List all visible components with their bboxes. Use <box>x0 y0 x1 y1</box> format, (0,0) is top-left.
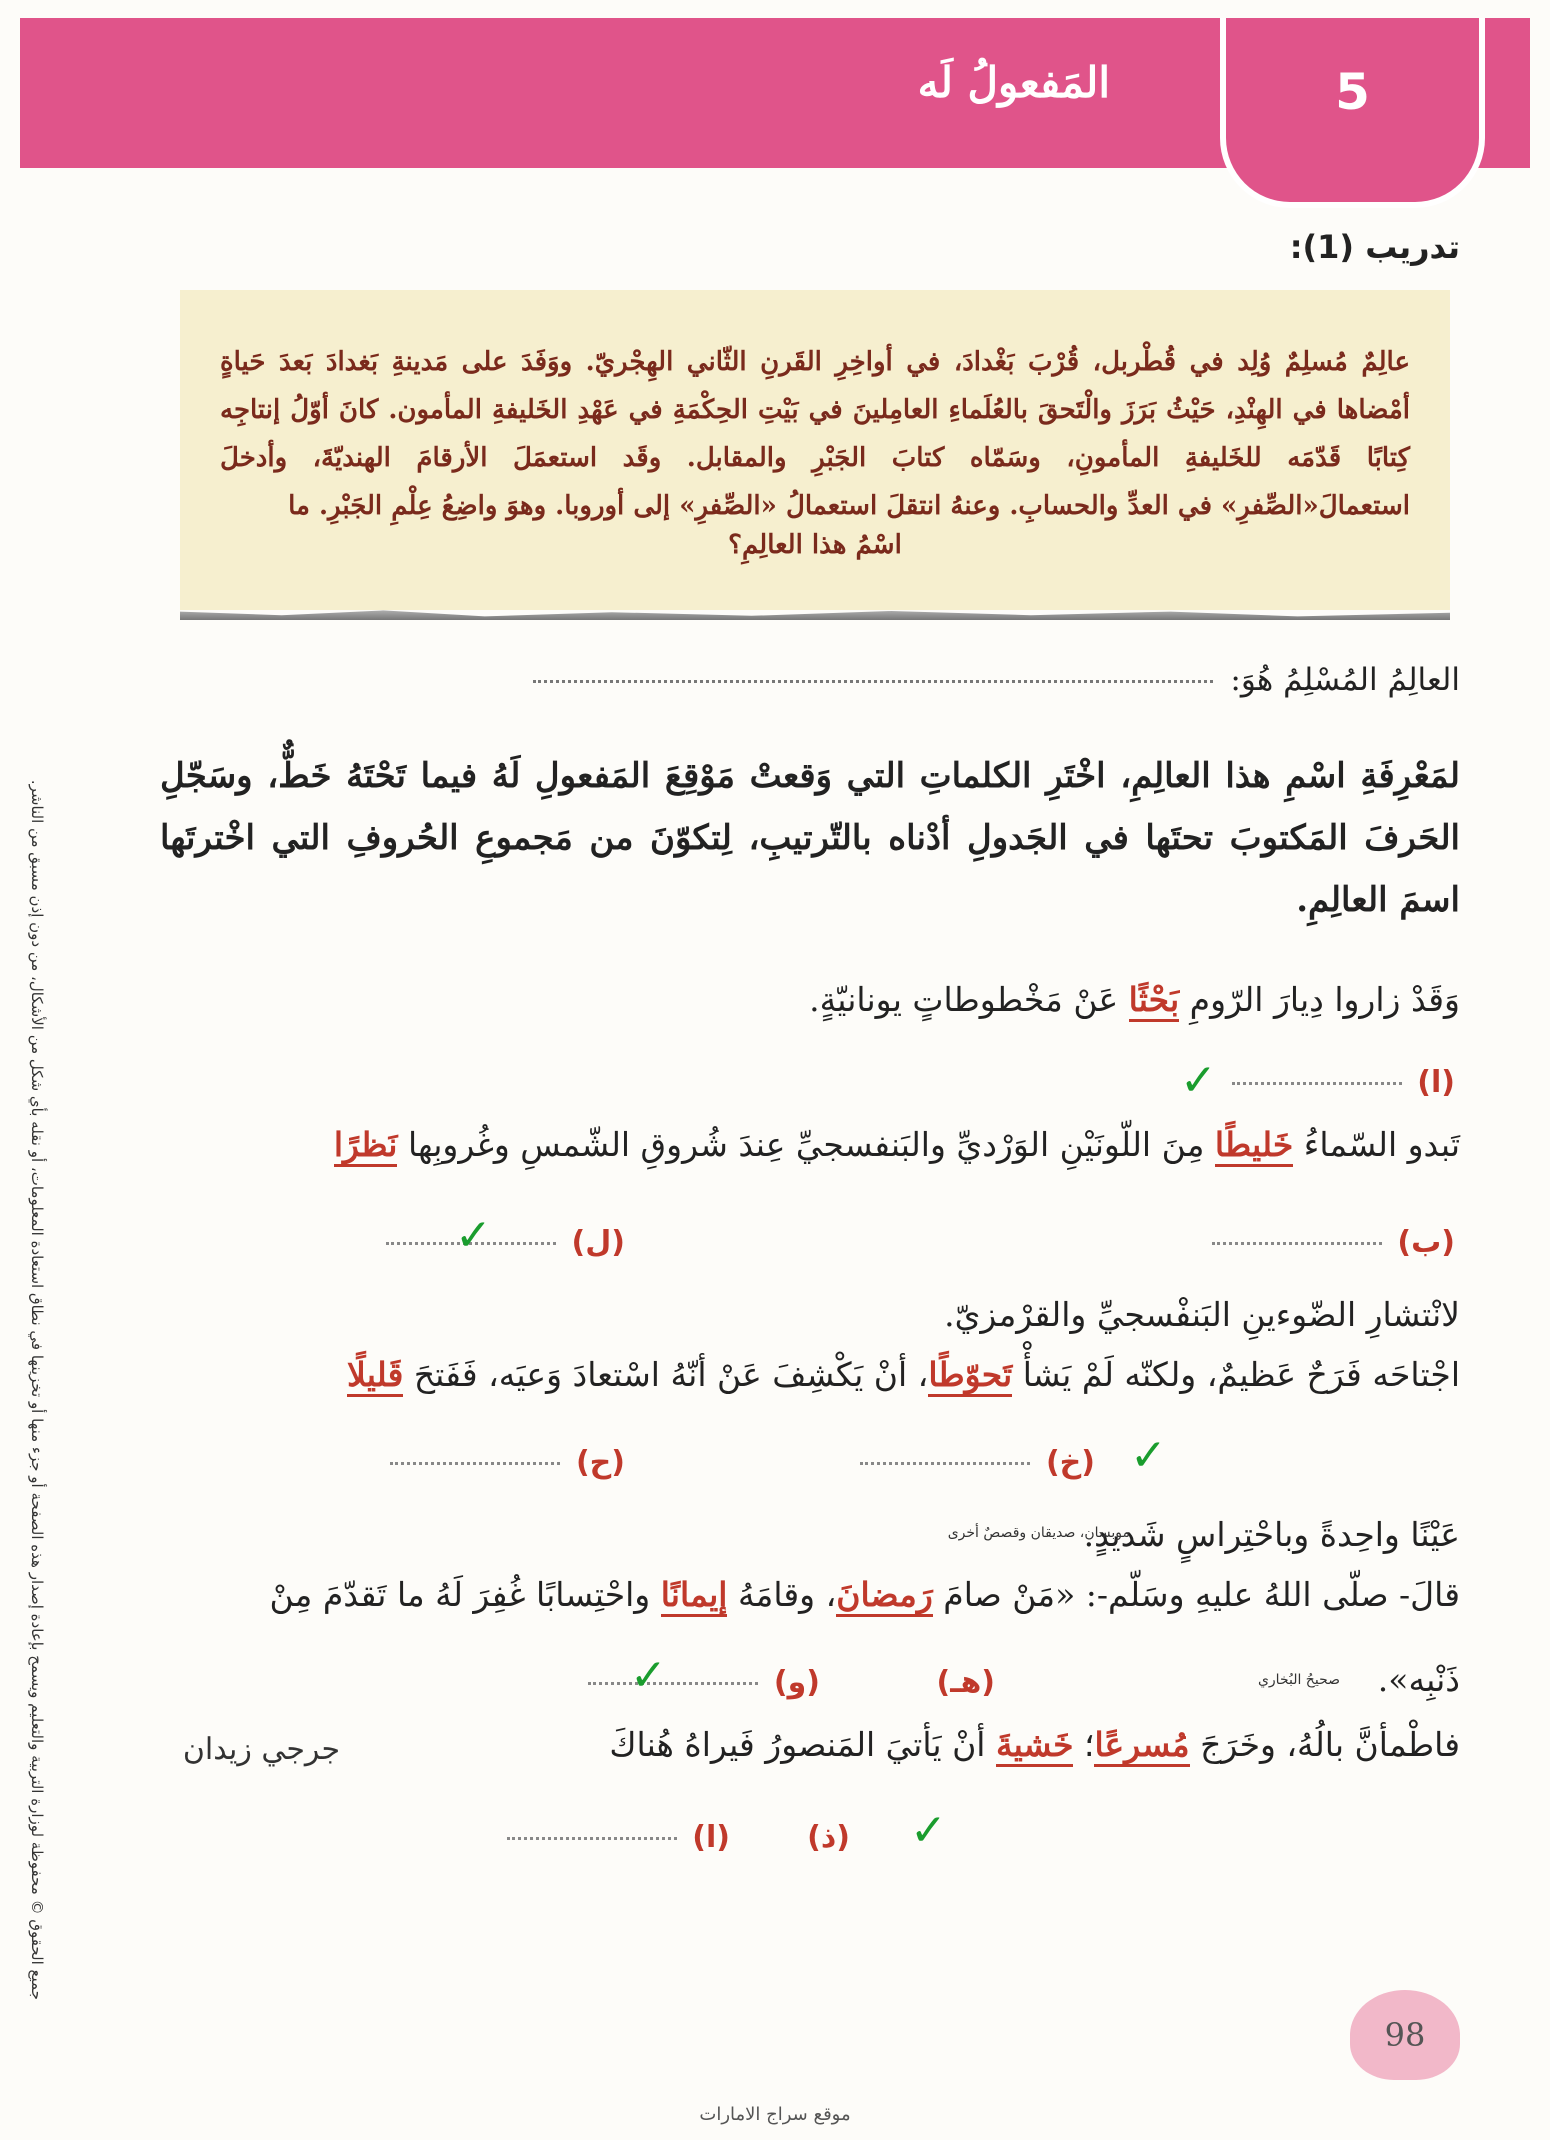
sentence-4 <box>347 1355 1460 1394</box>
letter-field[interactable] <box>588 1682 758 1685</box>
copyright-note: جميع الحقوق © محفوظة لوزارة التربية والتعليم ويسمح بإعادة إصدار هذه الصفحة أو جزء منها أو تخزينها في نطاق استعادة المعلومات، أو نقله بأي شكل من الأشكال، من دون إذن مسبق من الناشر. <box>28 779 46 2000</box>
letter-label: (ا) <box>692 1820 730 1855</box>
sentence-text: قالَ- صلّى اللهُ عليهِ وسَلّم-: «مَنْ صامَ <box>943 1575 1460 1614</box>
sentence-7: ذَنْبِه». <box>1377 1660 1460 1699</box>
letter-label: (ذ) <box>807 1820 850 1855</box>
sentence-8 <box>609 1725 1460 1764</box>
highlighted-word: إيمانًا <box>661 1575 728 1617</box>
source-note: موبسان، صديقان وقصصٌ أخرى <box>947 1525 1130 1541</box>
sentence-text: واحْتِسابًا غُفِرَ لَهُ ما تَقدّمَ مِنْ <box>269 1575 651 1614</box>
highlighted-word: نَظرًا <box>334 1125 398 1167</box>
sentence-text: أنْ يَأتيَ المَنصورُ فَيراهُ هُناكَ <box>609 1725 986 1764</box>
letter-slot <box>860 1445 1095 1480</box>
letter-label: (ل) <box>571 1225 625 1260</box>
letter-label: (هـ) <box>936 1665 995 1700</box>
letter-label: (و) <box>773 1665 820 1700</box>
sentence-text: ، وقامَهُ <box>737 1575 837 1614</box>
letter-label: (ا) <box>1417 1065 1455 1100</box>
answer-field[interactable] <box>533 680 1213 683</box>
page-number: 98 <box>1384 2016 1426 2054</box>
passage-question: اسْمُ هذا العالِمِ؟ <box>728 530 902 560</box>
letter-slot <box>1212 1225 1455 1260</box>
highlighted-word: خَشيةَ <box>996 1725 1074 1767</box>
highlighted-word: بَحْثًا <box>1129 980 1180 1022</box>
lesson-number: 5 <box>1335 63 1370 121</box>
sentence-text: ، أنْ يَكْشِفَ عَنْ أنّهُ اسْتعادَ وَعيَه، فَفَتحَ <box>413 1355 929 1394</box>
instructions: لمَعْرِفَةِ اسْمِ هذا العالِمِ، اخْتَرِ الكلماتِ التي وَقعتْ مَوْقِعَ المَفعولِ لَهُ فيما تَحْتَهُ خَطٌّ، وسَجّلِ الحَرفَ المَكتوبَ تحتَها في الجَدولِ أدْناه بالتّرتيبِ، لِتكوّنَ من مَجموعِ الحُروفِ التي اخْترتَها اسمَ العالِمِ. <box>160 756 1460 920</box>
sentence-text: عَنْ مَخْطوطاتٍ يونانيّةٍ. <box>809 980 1119 1019</box>
letter-slot <box>507 1820 730 1855</box>
letter-slot <box>386 1225 625 1260</box>
highlighted-word: مُسرعًا <box>1094 1725 1189 1767</box>
sentence-text: فاطْمأنَّ بالُهُ، وخَرَجَ <box>1200 1725 1460 1764</box>
letter-field[interactable] <box>390 1462 560 1465</box>
sentence-text: ؛ <box>1083 1725 1095 1764</box>
check-icon: ✓ <box>630 1650 667 1701</box>
letter-slot <box>588 1665 820 1700</box>
letter-field[interactable] <box>860 1462 1030 1465</box>
lesson-number-tab <box>1220 18 1485 208</box>
sentence-text: اجْتاحَه فَرَحٌ عَظيمٌ، ولكنّه لَمْ يَشأْ <box>1022 1355 1460 1394</box>
answer-label: العالِمُ المُسْلِمُ هُوَ: <box>1230 662 1460 698</box>
letter-label: (خ) <box>1045 1445 1095 1480</box>
sentence-5: عَيْنًا واحِدةً وباحْتِراسٍ شَديدٍ. <box>1083 1515 1460 1554</box>
letter-slot <box>807 1820 850 1855</box>
footer-note: موقع سراج الامارات <box>699 2104 851 2125</box>
letter-field[interactable] <box>1232 1082 1402 1085</box>
passage-text: عالِمٌ مُسلِمٌ وُلِد في قُطْربل، قُرْبَ بَغْدادَ، في أواخِرِ القَرنِ الثّاني الهِجْريّ. ووَفَدَ على مَدينةِ بَغدادَ بَعدَ حَياةٍ أمْضاها في الهِنْدِ، حَيْثُ بَرَزَ والْتَحقَ بالعُلَماءِ العامِلينَ في بَيْتِ الحِكْمَةِ في عَهْدِ الخَليفةِ المأمون. كانَ أوّلُ إنتاجِه كِتابًا قَدّمَه للخَليفةِ المأمونِ، وسَمّاه كتابَ الجَبْرِ والمقابل. وقَد استعمَلَ الأرقامَ الهنديّةَ، وأدخلَ استعمالَ«الصِّفرِ» في العدِّ والحسابِ. وعنهُ انتقلَ استعمالُ «الصِّفرِ» إلى أوروبا. وهوَ واضِعُ عِلْمِ الجَبْرِ. ما <box>220 347 1410 521</box>
lesson-title: المَفعولُ لَه <box>917 58 1110 107</box>
sentence-text: تَبدو السّماءُ <box>1303 1125 1460 1164</box>
highlighted-word: قَليلًا <box>347 1355 403 1397</box>
letter-field[interactable] <box>507 1837 677 1840</box>
highlighted-word: خَليطًا <box>1215 1125 1293 1167</box>
letter-label: (ب) <box>1397 1225 1455 1260</box>
sentence-text: وَقَدْ زاروا دِيارَ الرّومِ <box>1189 980 1460 1019</box>
check-icon: ✓ <box>1180 1055 1217 1106</box>
letter-label: (ح) <box>575 1445 625 1480</box>
answer-line <box>260 662 1460 710</box>
letter-slot <box>937 1665 995 1700</box>
sentence-3: لانْتشارِ الضّوءينِ البَنفْسجيِّ والقرْمزيّ. <box>944 1295 1460 1334</box>
letter-slot <box>390 1445 625 1480</box>
exercise-heading: تدريب (1): <box>1289 228 1460 266</box>
highlighted-word: تَحوّطًا <box>928 1355 1012 1397</box>
check-icon: ✓ <box>1130 1430 1167 1481</box>
page-number-badge <box>1350 1990 1460 2080</box>
sentence-text: مِنَ اللّونَيْنِ الوَرْديِّ والبَنفسجيِّ عِندَ شُروقِ الشّمسِ وغُروبِها <box>407 1125 1205 1164</box>
sentence-6 <box>270 1575 1460 1614</box>
sentence-1 <box>809 980 1460 1019</box>
check-icon: ✓ <box>455 1210 492 1261</box>
source-note: جرجي زيدان <box>182 1732 340 1767</box>
passage-box <box>180 290 1450 610</box>
highlighted-word: رَمضانَ <box>836 1575 933 1617</box>
letter-slot <box>1232 1065 1455 1100</box>
source-note: صحيحُ البُخاري <box>1257 1672 1340 1688</box>
sentence-2 <box>334 1125 1460 1164</box>
check-icon: ✓ <box>910 1805 947 1856</box>
letter-field[interactable] <box>1212 1242 1382 1245</box>
